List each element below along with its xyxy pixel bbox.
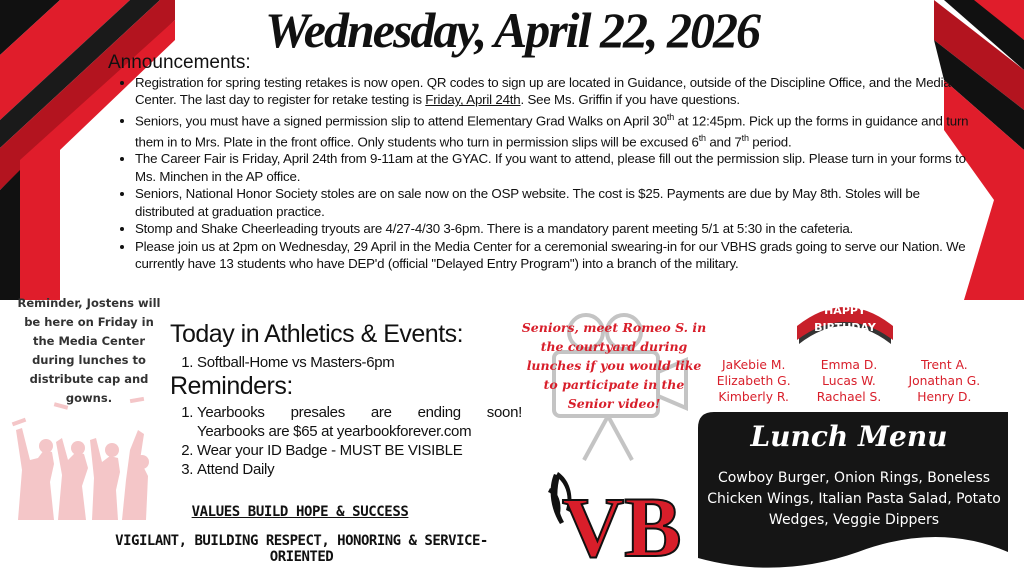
list-item: • The Career Fair is Friday, April 24th from 9-11am at the GYAC. If you want to attend, please fill out the permission slip. Please turn in your forms to Ms. Minchen in the AP office. [135,150,969,185]
birthday-name: Rachael S. [816,390,882,404]
badge-top-text: HAPPY [824,304,866,317]
athletics-heading: Today in Athletics & Events: [170,320,464,348]
athletics-list [183,353,395,372]
school-logo [544,468,682,575]
birthday-name: JaKebie M. [721,358,786,372]
list-item: 2. Wear your ID Badge - MUST BE VISIBLE [197,441,522,460]
page-title: Wednesday, April 22, 2026 [265,2,759,58]
reminders-heading: Reminders: [170,372,293,400]
logo-letters: VB [562,479,682,575]
graduates-illustration [10,390,160,520]
list-item: 1. Yearbooks presales are ending soon! [197,403,522,422]
list-item: • Registration for spring testing retakes is now open. QR codes to sign up are located in Guidance, outside of the Discipline Office, and the Media Center. The last day to register for retake testing is Friday, April 24th. See Ms. Griffin if you have questions. [135,74,969,109]
list-item: 1. Softball-Home vs Masters-6pm [197,353,395,372]
romeo-notice: Seniors, meet Romeo S. in the courtyard during lunches if you would like to participate in the Senior video! [521,320,707,411]
corner-shape [0,170,20,300]
values-expanded: VIGILANT, BUILDING RESPECT, HONORING & SERVICE-ORIENTED [115,533,488,565]
list-item: • Please join us at 2pm on Wednesday, 29 April in the Media Center for a ceremonial swearing-in for our VBHS grads going to serve our Nation. We currently have 13 students who have DEP'd (official "Delayed Entry Program") into a branch of the military. [135,238,969,273]
announcements-heading: Announcements: [108,52,251,73]
birthday-name: Henry D. [917,390,972,404]
birthday-name: Jonathan G. [908,374,981,388]
badge-bottom-text: BIRTHDAY [814,321,876,334]
list-item: • Stomp and Shake Cheerleading tryouts are 4/27-4/30 3-6pm. There is a mandatory parent meeting 5/1 at 5:30 in the cafeteria. [135,220,969,237]
birthday-badge [793,298,897,350]
birthday-name: Lucas W. [822,374,876,388]
birthday-name: Trent A. [920,358,968,372]
birthday-name: Kimberly R. [718,390,789,404]
list-item-continuation: Yearbooks are $65 at yearbookforever.com [197,423,472,440]
values-heading: VALUES BUILD HOPE & SUCCESS [191,504,409,520]
list-item: • Seniors, National Honor Society stoles are on sale now on the OSP website. The cost is $25. Payments are due by May 8th. Stoles will be distributed at graduation practice. [135,185,969,220]
list-item: 3. Attend Daily [197,460,522,479]
birthday-names [706,358,992,404]
list-item: • Seniors, you must have a signed permission slip to attend Elementary Grad Walks on April 30th at 12:45pm. Pick up the forms in guidance and turn them in to Mrs. Plate in the front office. Only students who turn in permission slips will be excused 6th and 7th period. [135,109,969,151]
birthday-name: Emma D. [820,358,878,372]
jostens-reminder: Reminder, Jostens will be here on Friday in the Media Center during lunches to distribute cap and gowns. [17,296,161,405]
lunch-menu-title: Lunch Menu [750,420,948,453]
announcements-list [116,74,969,272]
reminders-list [183,403,522,479]
birthday-name: Elizabeth G. [716,374,791,388]
lunch-menu-items: Cowboy Burger, Onion Rings, Boneless Chicken Wings, Italian Pasta Salad, Potato Wedges, Veggie Dippers [707,470,1001,528]
